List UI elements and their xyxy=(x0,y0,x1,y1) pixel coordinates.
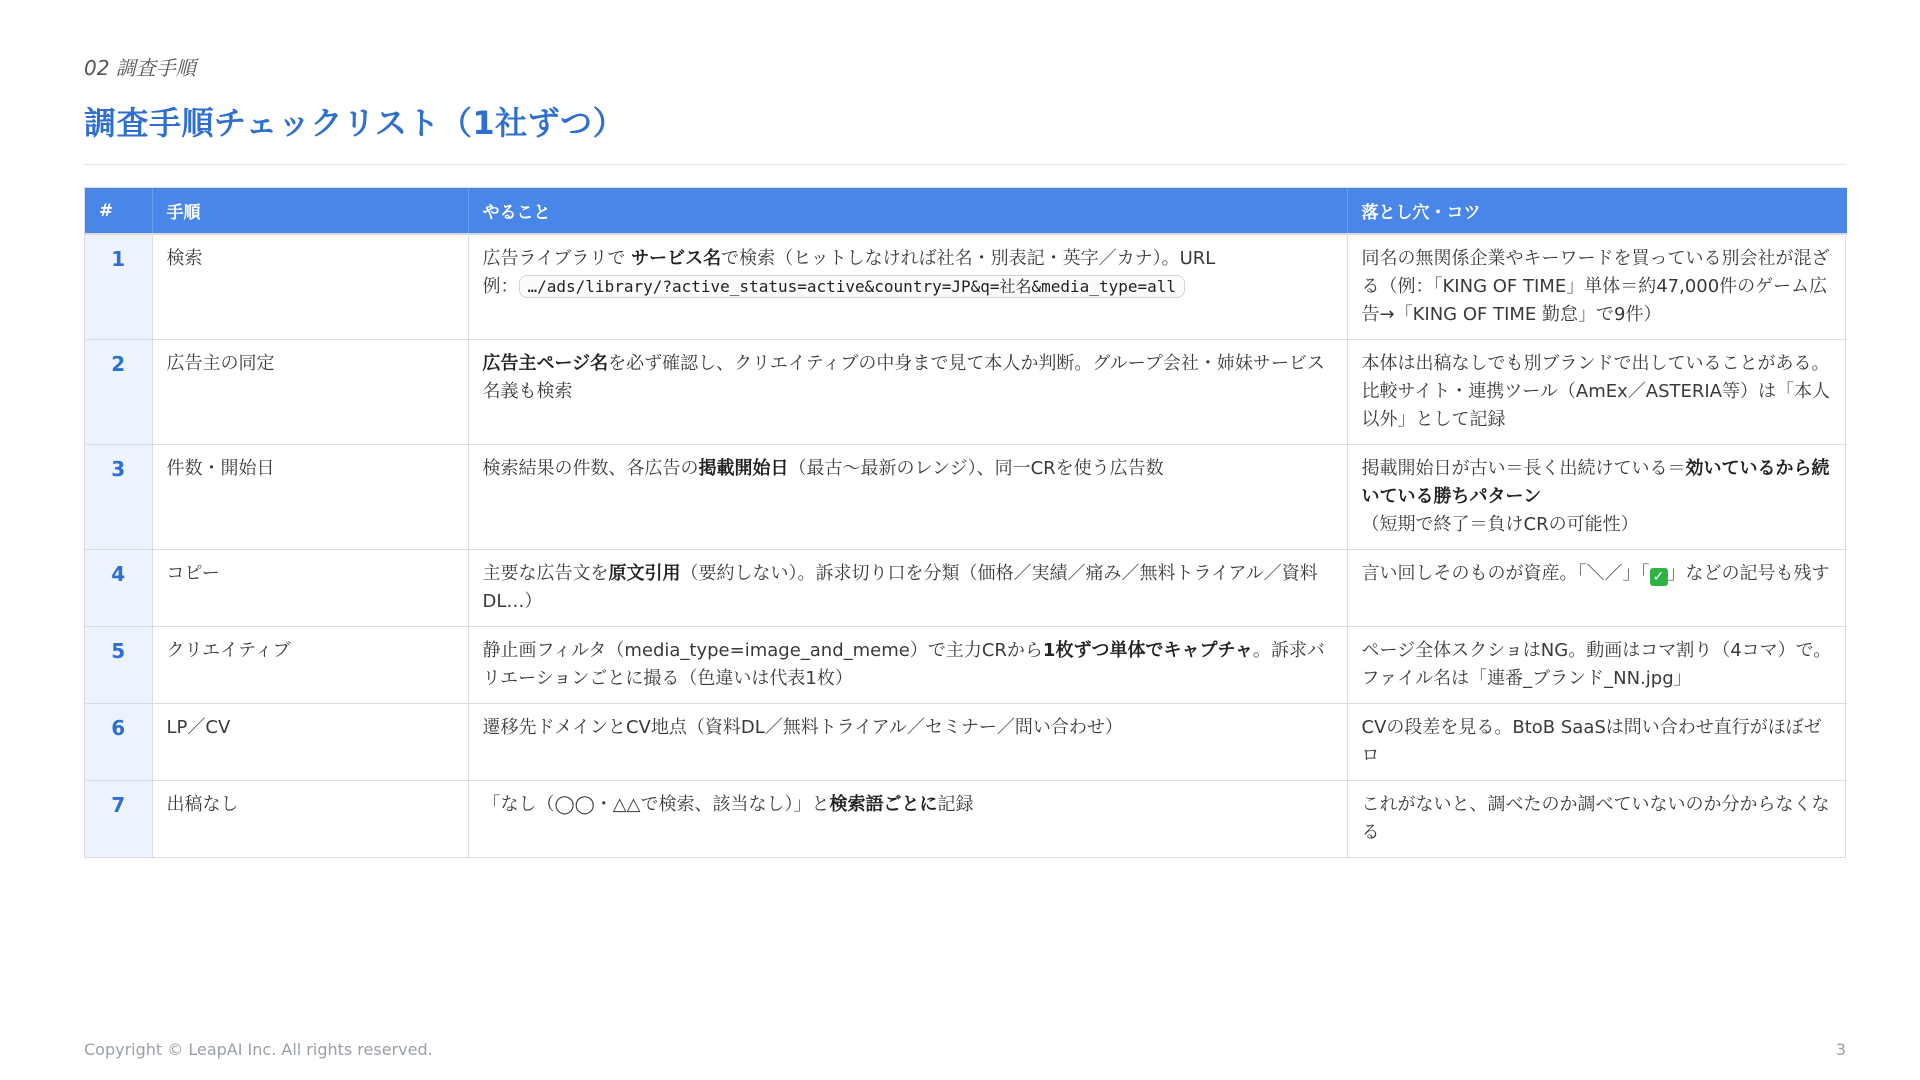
todo-cell: 広告ライブラリで サービス名で検索（ヒットしなければ社名・別表記・英字／カナ）。URL 例： …/ads/library/?active_status=active&country=JP&q=社名&media_type=all xyxy=(468,234,1347,340)
row-number: 4 xyxy=(85,550,152,627)
table-row xyxy=(85,704,1847,781)
table-row xyxy=(85,781,1847,858)
table-row xyxy=(85,627,1847,704)
step-cell: 広告主の同定 xyxy=(152,340,468,445)
tip-cell: ページ全体スクショはNG。動画はコマ割り（4コマ）で。ファイル名は「連番_ブランド_NN.jpg」 xyxy=(1347,627,1847,704)
step-cell: コピー xyxy=(152,550,468,627)
step-cell: 検索 xyxy=(152,234,468,340)
step-cell: LP／CV xyxy=(152,704,468,781)
table-row xyxy=(85,550,1847,627)
row-number: 2 xyxy=(85,340,152,445)
example-url: …/ads/library/?active_status=active&country=JP&q=社名&media_type=all xyxy=(519,275,1186,298)
header-number: # xyxy=(85,188,152,234)
header-tips: 落とし穴・コツ xyxy=(1347,188,1847,234)
table-header-row xyxy=(85,188,1847,234)
table-row xyxy=(85,340,1847,445)
todo-cell: 静止画フィルタ（media_type=image_and_meme）で主力CRから1枚ずつ単体でキャプチャ。訴求バリエーションごとに撮る（色違いは代表1枚） xyxy=(468,627,1347,704)
table-row xyxy=(85,445,1847,550)
page-number: 3 xyxy=(1835,1040,1846,1059)
tip-cell: 言い回しそのものが資産。「＼／」「 ✓ 」などの記号も残す xyxy=(1347,550,1847,627)
row-number: 3 xyxy=(85,445,152,550)
step-cell: 出稿なし xyxy=(152,781,468,858)
section-label: 02 調査手順 xyxy=(84,56,196,80)
todo-cell: 遷移先ドメインとCV地点（資料DL／無料トライアル／セミナー／問い合わせ） xyxy=(468,704,1347,781)
row-number: 5 xyxy=(85,627,152,704)
row-number: 6 xyxy=(85,704,152,781)
check-mark-icon: ✓ xyxy=(1650,568,1668,586)
todo-cell: 検索結果の件数、各広告の掲載開始日（最古〜最新のレンジ）、同一CRを使う広告数 xyxy=(468,445,1347,550)
tip-cell: これがないと、調べたのか調べていないのか分からなくなる xyxy=(1347,781,1847,858)
step-cell: 件数・開始日 xyxy=(152,445,468,550)
todo-cell: 広告主ページ名を必ず確認し、クリエイティブの中身まで見て本人か判断。グループ会社・姉妹サービス名義も検索 xyxy=(468,340,1347,445)
row-number: 1 xyxy=(85,234,152,340)
header-step: 手順 xyxy=(152,188,468,234)
checklist-table xyxy=(84,187,1846,858)
todo-cell: 「なし（◯◯・△△で検索、該当なし）」と検索語ごとに記録 xyxy=(468,781,1347,858)
footer-copyright: Copyright © LeapAI Inc. All rights reserved. xyxy=(84,1040,433,1059)
step-cell: クリエイティブ xyxy=(152,627,468,704)
table-row xyxy=(85,234,1847,340)
tip-cell: 掲載開始日が古い＝長く出続けている＝効いているから続いている勝ちパターン （短期で終了＝負けCRの可能性） xyxy=(1347,445,1847,550)
header-todo: やること xyxy=(468,188,1347,234)
todo-cell: 主要な広告文を原文引用（要約しない）。訴求切り口を分類（価格／実績／痛み／無料トライアル／資料DL…） xyxy=(468,550,1347,627)
row-number: 7 xyxy=(85,781,152,858)
tip-cell: 本体は出稿なしでも別ブランドで出していることがある。比較サイト・連携ツール（AmEx／ASTERIA等）は「本人以外」として記録 xyxy=(1347,340,1847,445)
tip-cell: CVの段差を見る。BtoB SaaSは問い合わせ直行がほぼゼロ xyxy=(1347,704,1847,781)
tip-cell: 同名の無関係企業やキーワードを買っている別会社が混ざる（例：「KING OF TIME」単体＝約47,000件のゲーム広告→「KING OF TIME 勤怠」で9件） xyxy=(1347,234,1847,340)
page-title: 調査手順チェックリスト（1社ずつ） xyxy=(84,104,626,142)
title-divider xyxy=(84,164,1846,165)
